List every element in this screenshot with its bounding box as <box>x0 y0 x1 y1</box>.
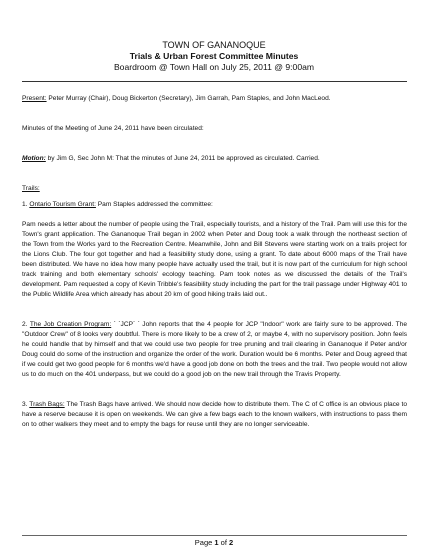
town-title: TOWN OF GANANOQUE <box>162 40 266 50</box>
present-paragraph <box>22 94 407 104</box>
item1-heading: 1. Ontario Tourism Grant: Pam Staples addressed the committee: <box>22 201 213 208</box>
circulated-paragraph: Minutes of the Meeting of June 24, 2011 have been circulated: <box>22 125 204 132</box>
minutes-header <box>0 40 428 73</box>
footer-divider <box>22 535 407 536</box>
item1-intro: Pam Staples addressed the committee: <box>95 201 213 208</box>
of-word: of <box>220 538 227 547</box>
present-label: Present: <box>22 95 47 102</box>
present-names: Peter Murray (Chair), Doug Bickerton (Secretary), Jim Garrah, Pam Staples, and John MacLeod. <box>46 95 331 102</box>
motion-paragraph <box>22 154 407 164</box>
item2-paragraph: 2. The Job Creation Program: ` `JCP` ` John reports that the 4 people for JCP "Indoor" work are fairly sure to be approved. The "Outdoor Crew" of 8 looks very doubtful. There is more likely to be a crew of 2, or maybe 4, with no supervisory position. John feels he could handle that by himself and that we could use two people for tree pruning and trail clearing in Gananoque if Peter and/or Doug could do some of the instruction and organize the order of the work. Duration would be 6 months. Peter and Doug agreed that if we could get two good people for 6 months we'd have a good job done on both the trees and the trail. Two people would not allow us to do much on the 401 underpass, but we could do a good job on the new trail through the Travis Property. <box>22 321 407 378</box>
item2-title: The Job Creation Program: <box>29 321 112 328</box>
item1-body: Pam needs a letter about the number of people using the Trail, especially tourists, and a history of the Trail. Pam will use this for the Town's grant application. The Gananoque Trail began in 2002 when Peter and Doug took a walk through the northeast section of the Town from the Works yard to the Recreation Centre. Meanwhile, John and Bill Stevens were starting work on a trails project for the Lions Club. The four got together and had a feasibility study done, using a grant. To date about 6000 maps of the Trail have been distributed. We have no idea how many people have actually used the trail, but it is now part of the curriculum for high school track training and both elementary schools' ecology teaching. Pam took notes as we discussed the details of the Trail's development. Pam requested a copy of Kevin Tribble's feasibility study including the part for the trail passage under Highway 401 to the Public Wildlife Area which already has about 20 km of good hiking trails laid out.. <box>22 221 407 298</box>
motion-label: Motion: <box>22 155 46 162</box>
header-divider <box>22 81 407 82</box>
page-number: 1 <box>214 538 219 547</box>
item1-title: Ontario Tourism Grant: <box>29 201 96 208</box>
page-total: 2 <box>229 538 234 547</box>
item3-title: Trash Bags: <box>29 401 65 408</box>
item2-body: ` `JCP` ` John reports that the 4 people for JCP "Indoor" work are fairly sure to be approved. The "Outdoor Crew" of 8 looks very doubtful. There is more likely to be a crew of 2, or maybe 4, with no supervisory position. John feels he could handle that by himself and that we could use two people for tree pruning and trail clearing in Gananoque if Peter and/or Doug could do some of the instruction and organize the order of the work. Duration would be 6 months. Peter and Doug agreed that if we could get two good people for 6 months we'd have a good job done on both the trees and the trail. Two people would not allow us to do much on the 401 underpass, but we could do a good job on the new trail through the Travis Property. <box>22 321 407 378</box>
page-word: Page <box>194 538 213 547</box>
motion-text: by Jim G, Sec John M: That the minutes of June 24, 2011 be approved as circulated. Carried. <box>45 155 320 162</box>
item3-body: The Trash Bags have arrived. We should now decide how to distribute them. The C of C office is an obvious place to have a reserve because it is open on weekends. We can give a few bags each to the known walkers, with instructions to pass them on to other walkers they meet and to empty the bags for reuse until they are no longer serviceable. <box>22 401 407 428</box>
trails-heading: Trails: <box>22 185 40 192</box>
minutes-body <box>22 94 407 440</box>
meeting-location: Boardroom @ Town Hall on July 25, 2011 @ 9:00am <box>113 62 315 72</box>
page-footer <box>0 538 428 547</box>
committee-subtitle: Trials & Urban Forest Committee Minutes <box>129 51 299 61</box>
item3-paragraph: 3. Trash Bags: The Trash Bags have arrived. We should now decide how to distribute them. The C of C office is an obvious place to have a reserve because it is open on weekends. We can give a few bags each to the known walkers, with instructions to pass them on to other walkers they meet and to empty the bags for reuse until they are no longer serviceable. <box>22 401 407 428</box>
